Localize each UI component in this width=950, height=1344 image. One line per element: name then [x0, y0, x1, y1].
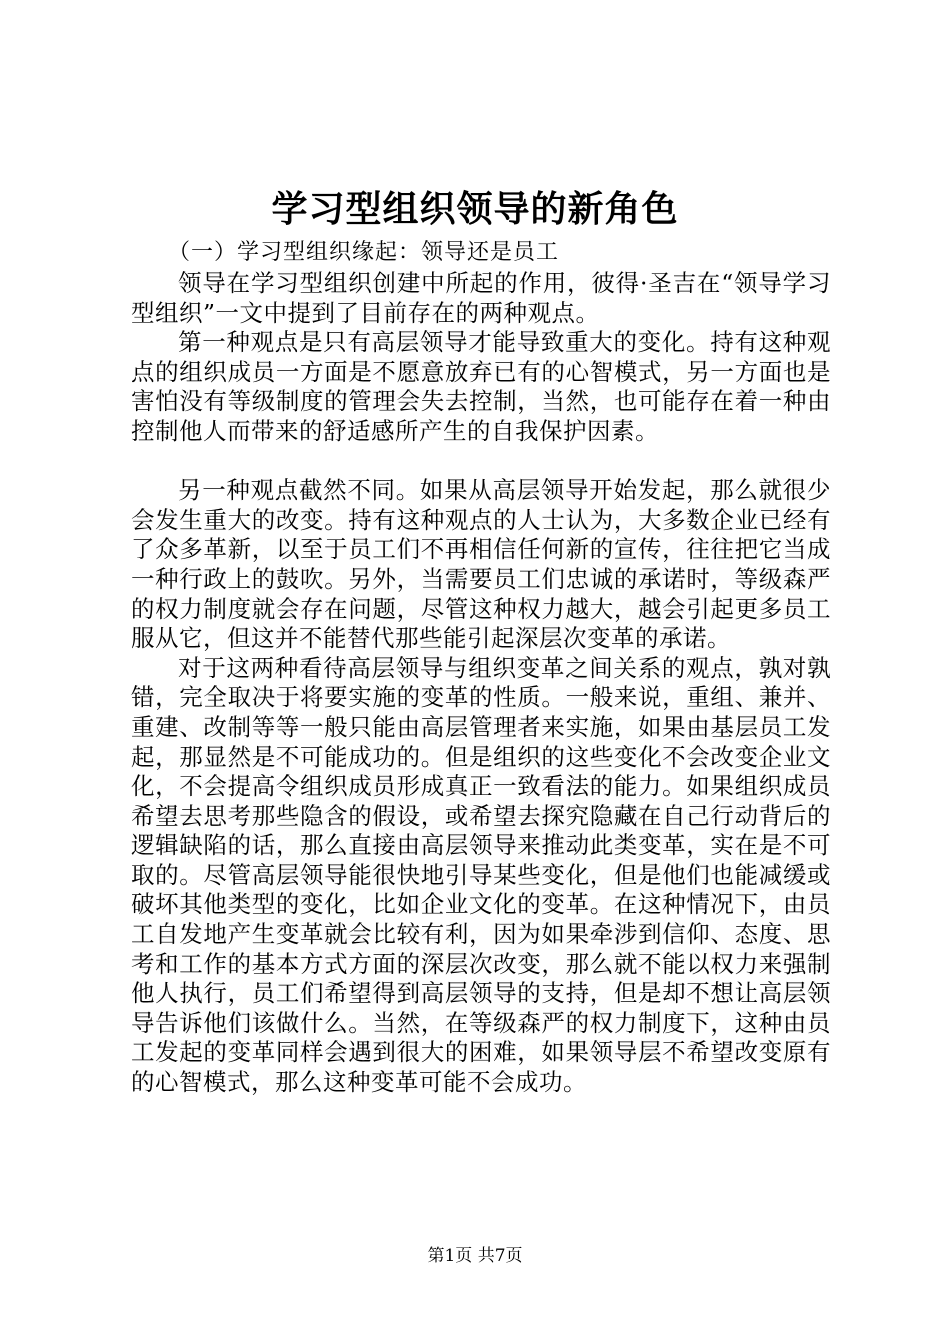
page-title: 学习型组织领导的新角色: [271, 189, 679, 230]
paragraph: 第一种观点是只有高层领导才能导致重大的变化。持有这种观点的组织成员一方面是不愿意放弃已有的心智模式，另一方面也是害怕没有等级制度的管理会失去控制，当然，也可能存在着一种由控制他人而带来的舒适感所产生的自我保护因素。: [131, 328, 831, 445]
paragraph: 领导在学习型组织创建中所起的作用，彼得·圣吉在“领导学习型组织”一文中提到了目前存在的两种观点。: [131, 269, 831, 327]
paragraph: 对于这两种看待高层领导与组织变革之间关系的观点，孰对孰错，完全取决于将要实施的变革的性质。一般来说，重组、兼并、重建、改制等等一般只能由高层管理者来实施，如果由基层员工发起，那显然是不可能成功的。但是组织的这些变化不会改变企业文化，不会提高令组织成员形成真正一致看法的能力。如果组织成员希望去思考那些隐含的假设，或希望去探究隐藏在自己行动背后的逻辑缺陷的话，那么直接由高层领导来推动此类变革，实在是不可取的。尽管高层领导能很快地引导某些变化，但是他们也能减缓或破坏其他类型的变化，比如企业文化的变革。在这种情况下，由员工自发地产生变革就会比较有利，因为如果牵涉到信仰、态度、思考和工作的基本方式方面的深层次改变，那么就不能以权力来强制他人执行，员工们希望得到高层领导的支持，但是却不想让高层领导告诉他们该做什么。当然，在等级森严的权力制度下，这种由员工发起的变革同样会遇到很大的困难，如果领导层不希望改变原有的心智模式，那么这种变革可能不会成功。: [131, 653, 831, 1097]
section-heading: （一）学习型组织缘起：领导还是员工: [168, 240, 560, 265]
body-text: [131, 269, 831, 1098]
paragraph: 另一种观点截然不同。如果从高层领导开始发起，那么就很少会发生重大的改变。持有这种观点的人士认为，大多数企业已经有了众多革新，以至于员工们不再相信任何新的宣传，往往把它当成一种行政上的鼓吹。另外，当需要员工们忠诚的承诺时，等级森严的权力制度就会存在问题，尽管这种权力越大，越会引起更多员工服从它，但这并不能替代那些能引起深层次变革的承诺。: [131, 476, 831, 653]
page-number-footer: 第1页 共7页: [427, 1246, 523, 1266]
